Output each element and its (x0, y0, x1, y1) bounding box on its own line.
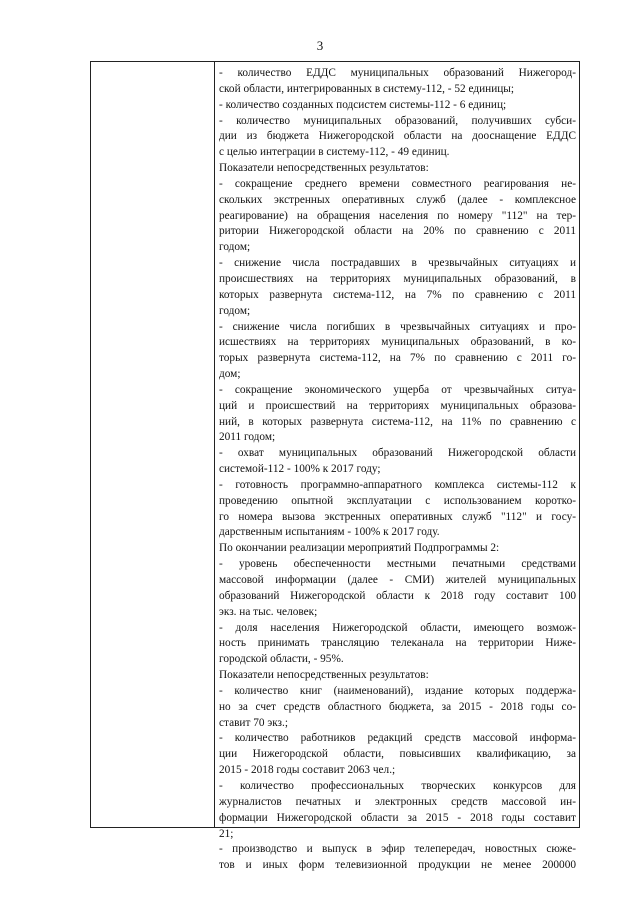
text-line: реагирование) на обращения населения по номеру "112" на тер- (219, 209, 576, 222)
text-line: экз. на тыс. человек; (219, 605, 318, 618)
text-line: ской области, интегрированных в систему-112, - 52 единицы; (219, 82, 515, 95)
text-line: образований Нижегородской области к 2018 году составит 100 (219, 589, 576, 602)
text-line: - сокращение среднего времени совместного реагирования не- (219, 177, 576, 190)
text-line: - снижение числа погибших в чрезвычайных ситуациях и про- (219, 320, 576, 333)
text-line: ритории Нижегородской области на 20% по сравнению с 2011 (219, 225, 576, 238)
text-line: массовой информации (далее - СМИ) жителей муниципальных (219, 574, 576, 586)
text-line: Показатели непосредственных результатов: (219, 669, 429, 682)
text-line: тов и иных форм телевизионной продукции не менее 200000 (219, 859, 576, 872)
text-line: По окончании реализации мероприятий Подпрограммы 2: (219, 542, 500, 555)
text-line: ций и происшествий на территориях муниципальных образова- (219, 399, 576, 412)
text-line: - уровень обеспеченности местными печатными средствами (219, 558, 576, 571)
text-line: которых развернута система-112, на 7% по сравнению с 2011 (219, 288, 576, 301)
text-line: - сокращение экономического ущерба от чрезвычайных ситуа- (219, 383, 576, 396)
table-left-cell (91, 62, 215, 827)
text-line: проведению опытной эксплуатации с использованием коротко- (219, 494, 576, 507)
text-line: с целью интеграции в систему-112, - 49 единиц. (219, 146, 450, 159)
table-right-cell (215, 66, 579, 872)
text-line: скольких экстренных оперативных служб (далее - комплексное (219, 193, 576, 206)
text-line: - охват муниципальных образований Нижегородской области (219, 447, 576, 460)
text-line: дарственным испытаниям - 100% к 2017 году. (219, 526, 440, 539)
text-line: формации Нижегородской области за 2015 - 2018 годы составит (219, 811, 576, 824)
text-line: ции Нижегородской области, повысивших квалификацию, за (219, 748, 576, 761)
text-line: торых развернута система-112, на 7% по сравнению с 2011 го- (219, 352, 576, 365)
text-line: 2011 годом; (219, 431, 276, 444)
text-line: го номера вызова экстренных оперативных служб "112" и госу- (219, 510, 576, 523)
text-line: дии из бюджета Нижегородской области на дооснащение ЕДДС (219, 130, 576, 143)
text-line: журналистов печатных и электронных средств массовой ин- (219, 795, 576, 808)
text-line: системой-112 - 100% к 2017 году; (219, 463, 381, 476)
text-line: годом; (219, 304, 251, 317)
text-line: - производство и выпуск в эфир телепередач, новостных сюже- (219, 843, 576, 856)
text-line: Показатели непосредственных результатов: (219, 162, 429, 175)
text-line: - готовность программно-аппаратного комплекса системы-112 к (219, 478, 576, 491)
document-table (90, 61, 580, 872)
text-line: 21; (219, 827, 234, 840)
text-line: происшествиях на территориях муниципальных образований, в (219, 272, 576, 285)
text-line: годом; (219, 241, 251, 254)
text-line: дом; (219, 368, 241, 381)
text-line: ставит 70 экз.; (219, 716, 288, 729)
text-line: - доля населения Нижегородской области, имеющего возмож- (219, 621, 576, 634)
text-line: - снижение числа пострадавших в чрезвычайных ситуациях и (219, 257, 576, 270)
text-line: - количество профессиональных творческих конкурсов для (219, 779, 576, 792)
text-line: - количество ЕДДС муниципальных образований Нижегород- (219, 67, 576, 79)
text-line: но за счет средств областного бюджета, за 2015 - 2018 годы со- (219, 700, 576, 713)
text-line: - количество созданных подсистем системы-112 - 6 единиц; (219, 98, 507, 111)
text-line: - количество муниципальных образований, получивших субси- (219, 114, 576, 127)
text-line: ний, в которых развернута система-112, на 11% по сравнению с (219, 415, 576, 428)
page-number: 3 (316, 38, 324, 53)
text-line: ность принимать трансляцию телеканала на территории Ниже- (219, 637, 576, 650)
text-line: городской области, - 95%. (219, 653, 344, 666)
text-line: - количество книг (наименований), издание которых поддержа- (219, 684, 576, 697)
text-line: - количество работников редакций средств массовой информа- (219, 732, 576, 745)
text-line: 2015 - 2018 годы составит 2063 чел.; (219, 764, 396, 777)
text-line: исшествиях на территориях муниципальных образований, в ко- (219, 336, 576, 349)
